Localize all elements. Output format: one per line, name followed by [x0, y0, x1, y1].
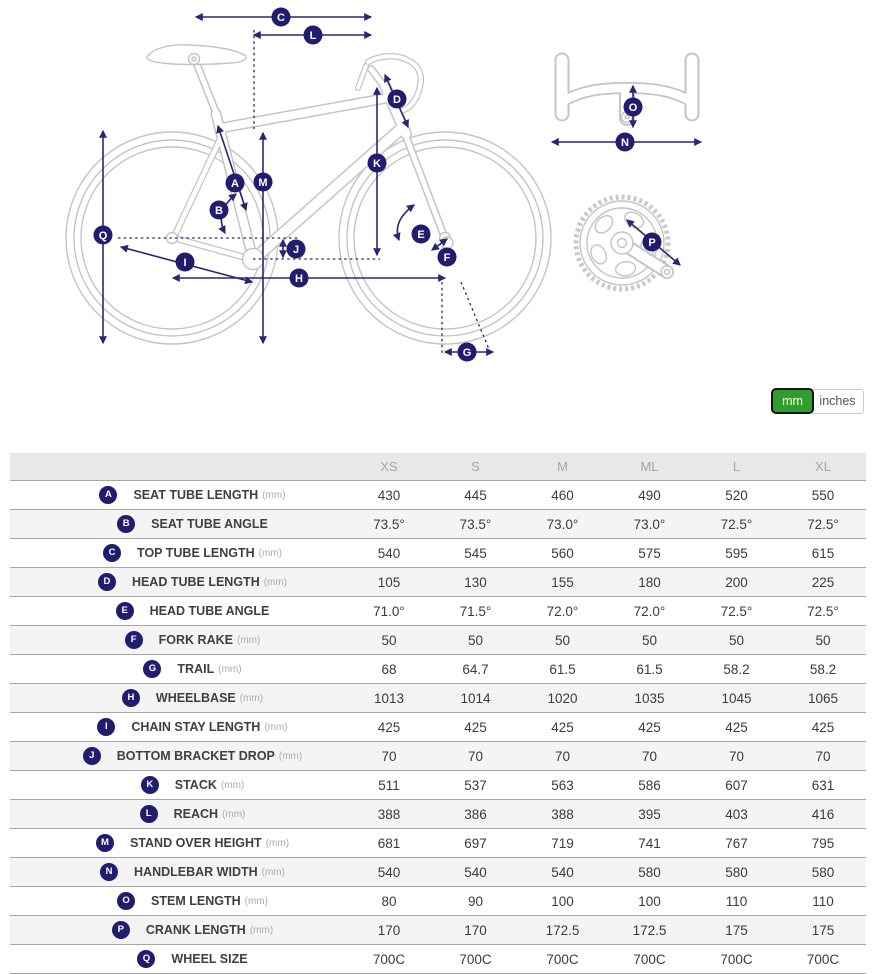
row-label: FORK RAKE [158, 633, 233, 647]
value-cell: 697 [432, 829, 519, 858]
geometry-row-D [10, 568, 866, 597]
row-badge-F: F [125, 631, 143, 649]
value-cell: 68 [346, 655, 432, 684]
value-cell: 50 [606, 626, 693, 655]
row-label: WHEELBASE [155, 691, 236, 705]
geometry-row-O [10, 887, 866, 916]
value-cell: 563 [519, 771, 606, 800]
value-cell: 586 [606, 771, 693, 800]
svg-text:Q: Q [98, 230, 108, 242]
geometry-row-K [10, 771, 866, 800]
row-label-cell [10, 713, 346, 742]
dimension-arrows [103, 17, 701, 352]
row-label: REACH [173, 807, 219, 821]
geometry-row-J [10, 742, 866, 771]
value-cell: 70 [432, 742, 519, 771]
value-cell: 540 [346, 858, 432, 887]
value-cell: 1045 [693, 684, 780, 713]
row-badge-L: L [140, 805, 158, 823]
svg-text:O: O [628, 102, 638, 114]
row-label: STAND OVER HEIGHT [129, 836, 262, 850]
value-cell: 741 [606, 829, 693, 858]
svg-text:H: H [295, 273, 303, 285]
value-cell: 580 [606, 858, 693, 887]
row-label-cell [10, 945, 346, 974]
diagram-badge-C [272, 8, 291, 27]
value-cell: 388 [519, 800, 606, 829]
value-cell: 700C [519, 945, 606, 974]
row-badge-G: G [143, 660, 161, 678]
value-cell: 175 [780, 916, 866, 945]
diagram-badge-I [176, 253, 195, 272]
value-cell: 580 [693, 858, 780, 887]
row-label-cell [10, 597, 346, 626]
value-cell: 105 [346, 568, 432, 597]
value-cell: 1014 [432, 684, 519, 713]
row-badge-H: H [122, 689, 140, 707]
value-cell: 50 [780, 626, 866, 655]
geometry-row-F [10, 626, 866, 655]
row-label-cell [10, 887, 346, 916]
row-label: STACK [174, 778, 217, 792]
value-cell: 395 [606, 800, 693, 829]
row-label: HANDLEBAR WIDTH [134, 865, 258, 879]
value-cell: 73.5° [432, 510, 519, 539]
value-cell: 545 [432, 539, 519, 568]
row-badge-C: C [103, 544, 121, 562]
value-cell: 50 [432, 626, 519, 655]
diagram-badge-F [438, 248, 457, 267]
value-cell: 80 [346, 887, 432, 916]
row-badge-P: P [112, 921, 130, 939]
value-cell: 416 [780, 800, 866, 829]
value-cell: 72.5° [693, 510, 780, 539]
row-badge-K: K [141, 776, 159, 794]
row-unit: (mm) [218, 663, 242, 675]
value-cell: 490 [606, 481, 693, 510]
geometry-row-C [10, 539, 866, 568]
seat-clamp-art [189, 54, 200, 65]
value-cell: 50 [346, 626, 432, 655]
value-cell: 520 [693, 481, 780, 510]
row-badge-A: A [99, 486, 117, 504]
geometry-row-H [10, 684, 866, 713]
size-col-XL: XL [780, 453, 866, 481]
row-unit: (mm) [244, 895, 268, 907]
svg-text:A: A [231, 178, 239, 190]
value-cell: 700C [432, 945, 519, 974]
row-label: TRAIL [177, 662, 215, 676]
value-cell: 70 [693, 742, 780, 771]
value-cell: 170 [346, 916, 432, 945]
svg-text:N: N [621, 137, 629, 149]
value-cell: 200 [693, 568, 780, 597]
row-unit: (mm) [236, 634, 261, 646]
value-cell: 73.5° [346, 510, 432, 539]
row-unit: (mm) [258, 547, 282, 559]
svg-text:L: L [309, 30, 317, 42]
row-unit: (mm) [278, 750, 303, 762]
value-cell: 540 [432, 858, 519, 887]
row-label-cell [10, 539, 346, 568]
diagram-badge-B [210, 201, 229, 220]
row-badge-I: I [97, 718, 115, 736]
geometry-row-L [10, 800, 866, 829]
value-cell: 73.0° [519, 510, 606, 539]
value-cell: 700C [693, 945, 780, 974]
geometry-row-A [10, 481, 866, 510]
value-cell: 72.5° [780, 597, 866, 626]
value-cell: 172.5 [606, 916, 693, 945]
value-cell: 430 [346, 481, 432, 510]
geometry-row-M [10, 829, 866, 858]
svg-text:G: G [462, 347, 472, 359]
size-col-M: M [519, 453, 606, 481]
value-cell: 607 [693, 771, 780, 800]
size-header-row [10, 453, 866, 481]
value-cell: 580 [780, 858, 866, 887]
row-label: CHAIN STAY LENGTH [131, 720, 261, 734]
row-label-cell [10, 568, 346, 597]
diagram-badge-K [368, 154, 387, 173]
row-badge-O: O [117, 892, 135, 910]
value-cell: 386 [432, 800, 519, 829]
value-cell: 90 [432, 887, 519, 916]
row-unit: (mm) [262, 489, 286, 501]
diagram-badge-H [290, 269, 309, 288]
row-label: STEM LENGTH [151, 894, 241, 908]
svg-text:I: I [183, 257, 187, 269]
row-badge-D: D [98, 573, 116, 591]
value-cell: 50 [693, 626, 780, 655]
size-col-S: S [432, 453, 519, 481]
row-label: TOP TUBE LENGTH [137, 546, 255, 560]
value-cell: 70 [780, 742, 866, 771]
row-label-cell [10, 916, 346, 945]
value-cell: 58.2 [780, 655, 866, 684]
row-unit: (mm) [265, 837, 290, 849]
value-cell: 425 [519, 713, 606, 742]
row-label: HEAD TUBE LENGTH [131, 575, 260, 589]
value-cell: 72.0° [606, 597, 693, 626]
unit-inches-button[interactable]: inches [811, 389, 864, 414]
value-cell: 425 [693, 713, 780, 742]
value-cell: 511 [346, 771, 432, 800]
value-cell: 58.2 [693, 655, 780, 684]
value-cell: 445 [432, 481, 519, 510]
value-cell: 550 [780, 481, 866, 510]
value-cell: 71.5° [432, 597, 519, 626]
value-cell: 72.5° [693, 597, 780, 626]
row-badge-Q: Q [137, 950, 155, 968]
value-cell: 700C [606, 945, 693, 974]
value-cell: 155 [519, 568, 606, 597]
value-cell: 615 [780, 539, 866, 568]
svg-text:B: B [215, 205, 223, 217]
value-cell: 61.5 [519, 655, 606, 684]
geometry-row-Q [10, 945, 866, 974]
row-label-cell [10, 510, 346, 539]
value-cell: 560 [519, 539, 606, 568]
value-cell: 170 [432, 916, 519, 945]
row-unit: (mm) [222, 808, 246, 820]
row-label: HEAD TUBE ANGLE [149, 604, 270, 618]
value-cell: 575 [606, 539, 693, 568]
row-label-cell [10, 481, 346, 510]
row-badge-N: N [100, 863, 118, 881]
row-label: BOTTOM BRACKET DROP [116, 749, 275, 763]
geometry-row-E [10, 597, 866, 626]
row-badge-E: E [116, 602, 134, 620]
value-cell: 72.5° [780, 510, 866, 539]
label-column-header [10, 453, 346, 481]
row-unit: (mm) [264, 721, 288, 733]
row-label: WHEEL SIZE [171, 952, 248, 966]
row-label-cell [10, 858, 346, 887]
row-label-cell [10, 800, 346, 829]
value-cell: 1020 [519, 684, 606, 713]
value-cell: 71.0° [346, 597, 432, 626]
row-badge-M: M [96, 834, 114, 852]
value-cell: 681 [346, 829, 432, 858]
reference-lines [118, 30, 491, 354]
value-cell: 64.7 [432, 655, 519, 684]
value-cell: 110 [780, 887, 866, 916]
frame-core-art [174, 56, 692, 260]
value-cell: 70 [606, 742, 693, 771]
value-cell: 425 [780, 713, 866, 742]
svg-text:D: D [393, 94, 401, 106]
row-label-cell [10, 829, 346, 858]
svg-text:J: J [292, 244, 300, 256]
value-cell: 1035 [606, 684, 693, 713]
row-label: CRANK LENGTH [145, 923, 246, 937]
svg-text:F: F [443, 252, 451, 264]
svg-text:C: C [277, 12, 285, 24]
size-col-L: L [693, 453, 780, 481]
value-cell: 100 [519, 887, 606, 916]
row-label-cell [10, 626, 346, 655]
geometry-row-G [10, 655, 866, 684]
geometry-row-B [10, 510, 866, 539]
bike-geometry-diagram [0, 0, 875, 380]
geometry-row-I [10, 713, 866, 742]
value-cell: 540 [346, 539, 432, 568]
diagram-badge-J [287, 240, 306, 259]
diagram-badge-O [624, 98, 643, 117]
value-cell: 425 [432, 713, 519, 742]
value-cell: 540 [519, 858, 606, 887]
diagram-badge-M [254, 173, 273, 192]
row-label-cell [10, 742, 346, 771]
value-cell: 61.5 [606, 655, 693, 684]
row-badge-J: J [83, 747, 101, 765]
row-unit: (mm) [239, 692, 264, 704]
row-label: SEAT TUBE ANGLE [151, 517, 268, 531]
row-unit: (mm) [249, 924, 274, 936]
row-label-cell [10, 655, 346, 684]
diagram-badge-P [643, 233, 662, 252]
diagram-badge-Q [94, 226, 113, 245]
value-cell: 537 [432, 771, 519, 800]
value-cell: 631 [780, 771, 866, 800]
geometry-table [10, 453, 866, 974]
value-cell: 795 [780, 829, 866, 858]
value-cell: 425 [346, 713, 432, 742]
geometry-row-N [10, 858, 866, 887]
unit-toggle [771, 388, 864, 414]
row-label-cell [10, 684, 346, 713]
value-cell: 767 [693, 829, 780, 858]
size-col-ML: ML [606, 453, 693, 481]
wheels-art [66, 132, 551, 344]
value-cell: 110 [693, 887, 780, 916]
diagram-badge-G [458, 343, 477, 362]
svg-text:P: P [648, 237, 656, 249]
value-cell: 175 [693, 916, 780, 945]
geometry-row-P [10, 916, 866, 945]
value-cell: 225 [780, 568, 866, 597]
value-cell: 180 [606, 568, 693, 597]
svg-text:K: K [373, 158, 381, 170]
diagram-badge-L [304, 26, 323, 45]
value-cell: 172.5 [519, 916, 606, 945]
row-badge-B: B [117, 515, 135, 533]
size-col-XS: XS [346, 453, 432, 481]
value-cell: 100 [606, 887, 693, 916]
value-cell: 388 [346, 800, 432, 829]
value-cell: 700C [780, 945, 866, 974]
svg-text:M: M [258, 177, 268, 189]
diagram-badge-D [388, 90, 407, 109]
value-cell: 130 [432, 568, 519, 597]
unit-mm-button[interactable]: mm [771, 388, 814, 414]
svg-text:E: E [417, 229, 425, 241]
row-label-cell [10, 771, 346, 800]
value-cell: 595 [693, 539, 780, 568]
value-cell: 72.0° [519, 597, 606, 626]
value-cell: 460 [519, 481, 606, 510]
value-cell: 700C [346, 945, 432, 974]
value-cell: 1065 [780, 684, 866, 713]
value-cell: 719 [519, 829, 606, 858]
value-cell: 403 [693, 800, 780, 829]
row-label: SEAT TUBE LENGTH [133, 488, 259, 502]
value-cell: 70 [346, 742, 432, 771]
row-unit: (mm) [261, 866, 285, 878]
value-cell: 70 [519, 742, 606, 771]
value-cell: 425 [606, 713, 693, 742]
value-cell: 1013 [346, 684, 432, 713]
row-unit: (mm) [263, 576, 288, 588]
diagram-badge-A [226, 174, 245, 193]
value-cell: 50 [519, 626, 606, 655]
diagram-badge-E [412, 225, 431, 244]
diagram-badge-N [616, 133, 635, 152]
row-unit: (mm) [220, 779, 245, 791]
value-cell: 73.0° [606, 510, 693, 539]
